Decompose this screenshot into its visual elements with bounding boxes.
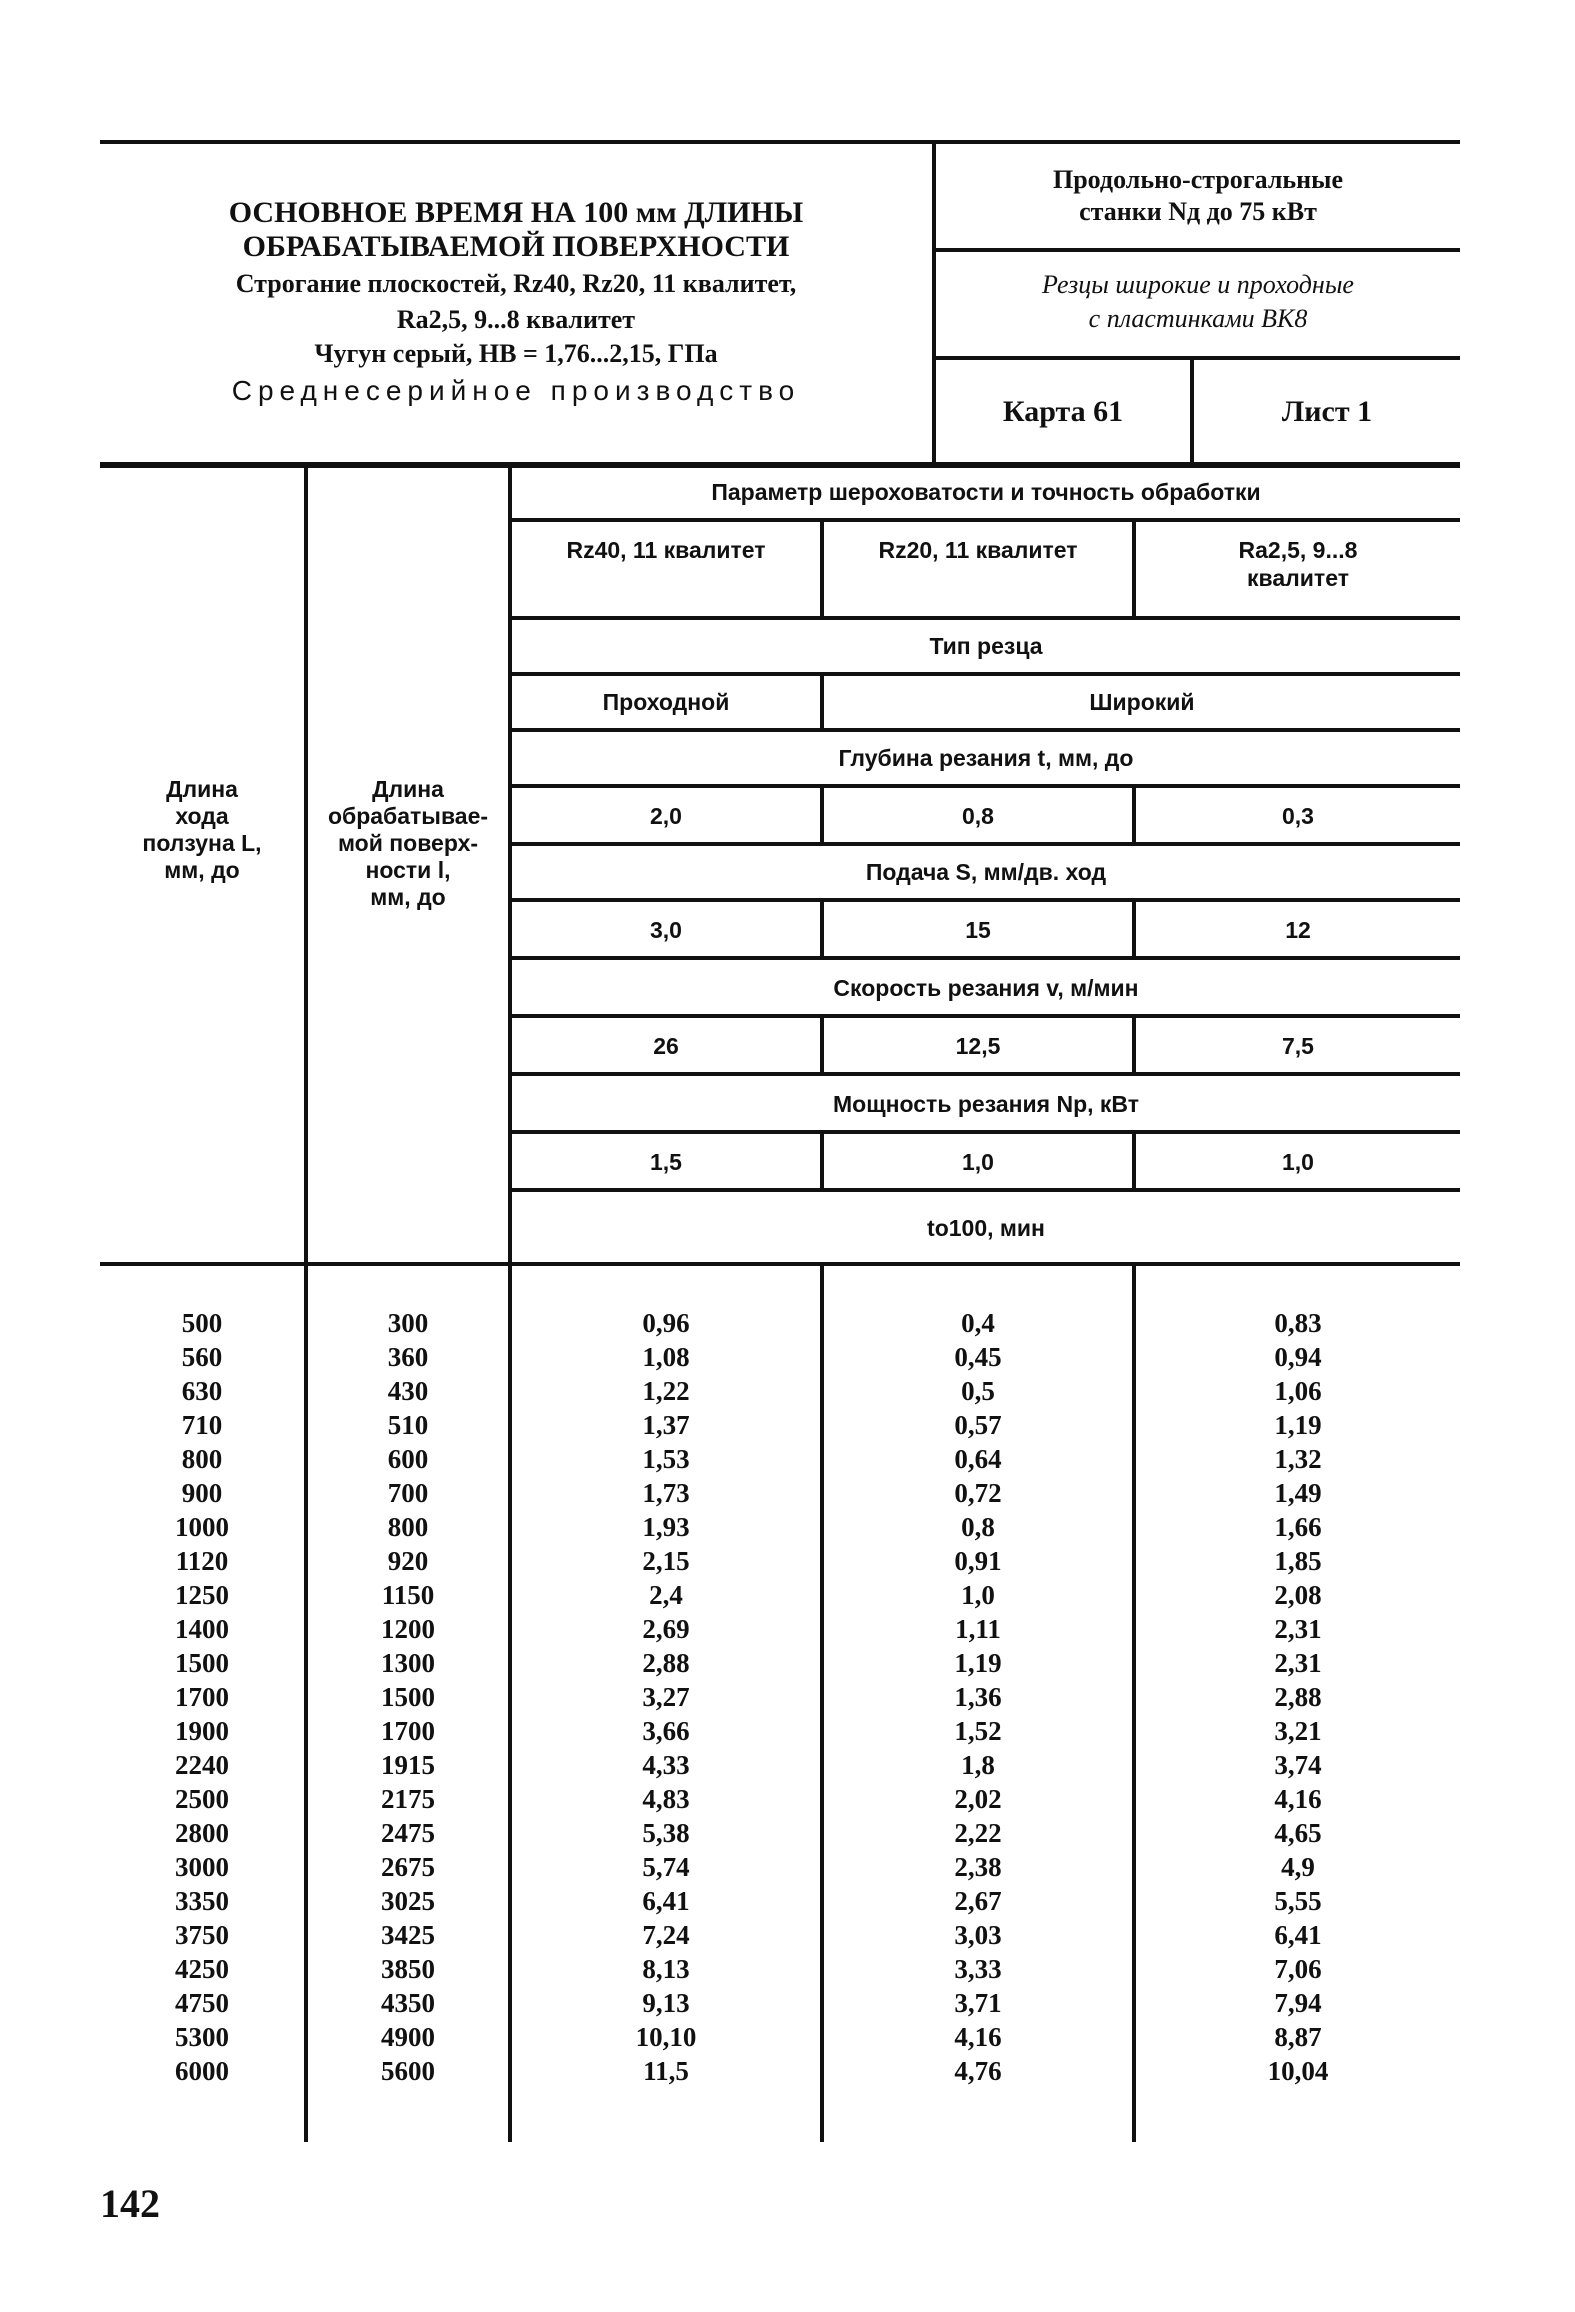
row-rz40-value: 3,66	[642, 1716, 690, 1746]
row-rz20-value: 2,67	[954, 1886, 1002, 1916]
row-L-value: 1700	[175, 1682, 229, 1712]
roughness-rz20: Rz20, 11 квалитет	[878, 537, 1078, 563]
row-l-value: 3850	[381, 1954, 435, 1984]
row-rz40-value: 4,83	[642, 1784, 690, 1814]
col-l-header-line: Длина	[372, 776, 444, 802]
feed-title: Подача S, мм/дв. ход	[865, 859, 1107, 885]
header-title-block	[100, 144, 936, 464]
power-value: 1,5	[650, 1149, 682, 1175]
speed-value: 12,5	[955, 1033, 1001, 1059]
row-ra25-value: 7,06	[1274, 1954, 1322, 1984]
col-divider-3a	[820, 518, 824, 620]
row-rz40-value: 11,5	[643, 2056, 689, 2086]
row-ra25-value: 1,06	[1274, 1376, 1322, 1406]
col-l-header-line: ности l,	[365, 857, 451, 883]
row-rz20-value: 3,33	[954, 1954, 1002, 1984]
row-l-value: 3025	[381, 1886, 435, 1916]
cutter-type-pass: Проходной	[602, 689, 730, 715]
row-rz20-value: 0,57	[954, 1410, 1002, 1440]
row-ra25-value: 6,41	[1274, 1920, 1322, 1950]
row-ra25-value: 0,94	[1274, 1342, 1322, 1372]
row-L-value: 2800	[175, 1818, 229, 1848]
row-L-value: 1000	[175, 1512, 229, 1542]
row-rz20-value: 1,11	[955, 1614, 1001, 1644]
row-l-value: 1700	[381, 1716, 435, 1746]
tools-line-2: с пластинками ВК8	[1088, 304, 1308, 333]
row-ra25-value: 2,08	[1274, 1580, 1322, 1610]
row-rz20-value: 4,16	[954, 2022, 1002, 2052]
depth-value: 0,3	[1282, 803, 1314, 829]
row-L-value: 6000	[175, 2056, 229, 2086]
roughness-rz40: Rz40, 11 квалитет	[566, 537, 766, 563]
card-number: Карта 61	[936, 360, 1194, 464]
row-ra25-value: 3,74	[1274, 1750, 1322, 1780]
row-rz20-value: 0,4	[961, 1308, 995, 1338]
row-L-value: 710	[181, 1410, 223, 1440]
row-line-1	[508, 518, 1460, 522]
power-value: 1,0	[1282, 1149, 1314, 1175]
speed-title: Скорость резания v, м/мин	[833, 975, 1139, 1001]
machine-cell	[936, 144, 1460, 252]
row-l-value: 1300	[381, 1648, 435, 1678]
col-L-header	[100, 776, 304, 884]
row-ra25-value: 0,83	[1274, 1308, 1322, 1338]
row-L-value: 3350	[175, 1886, 229, 1916]
depth-title: Глубина резания t, мм, до	[838, 745, 1134, 771]
column-rz40-values	[512, 1306, 820, 2088]
row-l-value: 3425	[381, 1920, 435, 1950]
row-ra25-value: 1,49	[1274, 1478, 1322, 1508]
row-l-value: 300	[387, 1308, 429, 1338]
row-rz20-value: 0,64	[954, 1444, 1002, 1474]
row-rz40-value: 4,33	[642, 1750, 690, 1780]
row-rz40-value: 1,93	[642, 1512, 690, 1542]
row-ra25-value: 3,21	[1274, 1716, 1322, 1746]
col-l-header	[308, 776, 508, 911]
row-l-value: 800	[387, 1512, 429, 1542]
row-L-value: 3000	[175, 1852, 229, 1882]
header-info-block	[936, 144, 1460, 464]
row-l-value: 2475	[381, 1818, 435, 1848]
row-rz40-value: 1,22	[642, 1376, 690, 1406]
col-l-header-line: мм, до	[370, 884, 446, 910]
row-line-10	[508, 1072, 1460, 1076]
subtitle-line-1: Строгание плоскостей, Rz40, Rz20, 11 квалитет,	[235, 269, 797, 298]
depth-value: 2,0	[650, 803, 682, 829]
row-L-value: 5300	[175, 2022, 229, 2052]
row-line-8	[508, 956, 1460, 960]
row-l-value: 430	[387, 1376, 429, 1406]
row-ra25-value: 2,88	[1274, 1682, 1322, 1712]
feed-value: 12	[1285, 917, 1311, 943]
tools-cell	[936, 252, 1460, 360]
roughness-ra25	[1136, 536, 1460, 592]
row-line-11	[508, 1130, 1460, 1134]
column-L-values	[100, 1306, 304, 2088]
row-L-value: 4750	[175, 1988, 229, 2018]
row-l-value: 2675	[381, 1852, 435, 1882]
row-ra25-value: 2,31	[1274, 1614, 1322, 1644]
row-rz20-value: 2,38	[954, 1852, 1002, 1882]
col-L-header-line: ползуна L,	[142, 830, 262, 856]
row-L-value: 1500	[175, 1648, 229, 1678]
row-rz20-value: 3,03	[954, 1920, 1002, 1950]
row-l-value: 1500	[381, 1682, 435, 1712]
row-ra25-value: 2,31	[1274, 1648, 1322, 1678]
row-ra25-value: 7,94	[1274, 1988, 1322, 2018]
row-l-value: 1200	[381, 1614, 435, 1644]
title-line-1: ОСНОВНОЕ ВРЕМЯ НА 100 мм ДЛИНЫ	[228, 196, 804, 229]
row-rz40-value: 5,74	[642, 1852, 690, 1882]
row-L-value: 500	[181, 1308, 223, 1338]
row-rz40-value: 1,53	[642, 1444, 690, 1474]
row-ra25-value: 4,16	[1274, 1784, 1322, 1814]
row-rz20-value: 2,22	[954, 1818, 1002, 1848]
speed-value: 26	[653, 1033, 679, 1059]
row-line-4	[508, 728, 1460, 732]
row-l-value: 1150	[381, 1580, 435, 1610]
title-line-2: ОБРАБАТЫВАЕМОЙ ПОВЕРХНОСТИ	[242, 230, 790, 263]
row-rz20-value: 0,5	[961, 1376, 995, 1406]
col-L-header-line: хода	[175, 803, 229, 829]
row-l-value: 4350	[381, 1988, 435, 2018]
machine-line-1: Продольно-строгальные	[1053, 165, 1343, 194]
depth-value: 0,8	[962, 803, 994, 829]
row-l-value: 2175	[381, 1784, 435, 1814]
column-l-values	[308, 1306, 508, 2088]
tools-line-1: Резцы широкие и проходные	[1042, 270, 1354, 299]
row-l-value: 920	[387, 1546, 429, 1576]
row-rz20-value: 3,71	[954, 1988, 1002, 2018]
row-rz40-value: 2,88	[642, 1648, 690, 1678]
row-l-value: 510	[387, 1410, 429, 1440]
row-rz40-value: 10,10	[635, 2022, 697, 2052]
row-l-value: 600	[387, 1444, 429, 1474]
feed-value: 15	[965, 917, 991, 943]
production-line: Среднесерийное производство	[231, 375, 801, 406]
row-L-value: 2240	[175, 1750, 229, 1780]
row-rz20-value: 1,19	[954, 1648, 1002, 1678]
row-rz40-value: 7,24	[642, 1920, 690, 1950]
row-l-value: 700	[387, 1478, 429, 1508]
row-rz20-value: 4,76	[954, 2056, 1002, 2086]
cutter-type-title: Тип резца	[929, 633, 1043, 659]
row-l-value: 5600	[381, 2056, 435, 2086]
row-l-value: 1915	[381, 1750, 435, 1780]
row-rz40-value: 1,37	[642, 1410, 690, 1440]
material-line: Чугун серый, НВ = 1,76...2,15, ГПа	[314, 339, 718, 368]
row-rz40-value: 3,27	[642, 1682, 690, 1712]
row-line-2	[508, 616, 1460, 620]
row-l-value: 360	[387, 1342, 429, 1372]
row-ra25-value: 5,55	[1274, 1886, 1322, 1916]
col-L-header-line: Длина	[166, 776, 238, 802]
page-number: 142	[100, 2181, 160, 2226]
row-rz40-value: 6,41	[642, 1886, 690, 1916]
row-L-value: 800	[181, 1444, 223, 1474]
row-rz40-value: 2,69	[642, 1614, 690, 1644]
row-rz40-value: 1,73	[642, 1478, 690, 1508]
row-rz20-value: 1,36	[954, 1682, 1002, 1712]
machine-line-2: станки Nд до 75 кВт	[1079, 197, 1317, 226]
row-rz20-value: 2,02	[954, 1784, 1002, 1814]
column-ra25-values	[1136, 1306, 1460, 2088]
row-L-value: 900	[181, 1478, 223, 1508]
sheet-number: Лист 1	[1281, 395, 1373, 428]
row-line-9	[508, 1014, 1460, 1018]
row-rz40-value: 9,13	[642, 1988, 690, 2018]
subtitle-line-2: Ra2,5, 9...8 квалитет	[396, 305, 636, 334]
time-title: tо100, мин	[927, 1215, 1045, 1241]
row-line-5	[508, 784, 1460, 788]
card-header	[100, 140, 1460, 468]
row-ra25-value: 8,87	[1274, 2022, 1322, 2052]
row-line-7	[508, 898, 1460, 902]
row-ra25-value: 4,9	[1281, 1852, 1315, 1882]
roughness-ra25-line-1: Ra2,5, 9...8	[1238, 537, 1358, 563]
row-rz40-value: 0,96	[642, 1308, 690, 1338]
row-L-value: 1250	[175, 1580, 229, 1610]
row-rz20-value: 0,72	[954, 1478, 1002, 1508]
row-line-6	[508, 842, 1460, 846]
row-ra25-value: 1,85	[1274, 1546, 1322, 1576]
row-L-value: 1900	[175, 1716, 229, 1746]
row-L-value: 3750	[175, 1920, 229, 1950]
time-table	[100, 462, 1460, 2142]
speed-value: 7,5	[1282, 1033, 1314, 1059]
row-line-3	[508, 672, 1460, 676]
row-rz40-value: 1,08	[642, 1342, 690, 1372]
row-rz40-value: 8,13	[642, 1954, 690, 1984]
row-L-value: 1120	[175, 1546, 229, 1576]
row-L-value: 560	[181, 1342, 223, 1372]
row-ra25-value: 4,65	[1274, 1818, 1322, 1848]
roughness-title: Параметр шероховатости и точность обработки	[711, 479, 1261, 505]
row-ra25-value: 10,04	[1267, 2056, 1329, 2086]
feed-value: 3,0	[650, 917, 682, 943]
row-rz20-value: 0,45	[954, 1342, 1002, 1372]
row-rz20-value: 1,8	[961, 1750, 995, 1780]
header-bottom-line	[100, 1262, 1460, 1266]
row-L-value: 2500	[175, 1784, 229, 1814]
row-l-value: 4900	[381, 2022, 435, 2052]
power-title: Мощность резания Nр, кВт	[833, 1091, 1139, 1117]
cutter-type-wide: Широкий	[1089, 689, 1195, 715]
row-rz20-value: 1,52	[954, 1716, 1002, 1746]
row-rz20-value: 0,8	[961, 1512, 995, 1542]
row-ra25-value: 1,66	[1274, 1512, 1322, 1542]
row-ra25-value: 1,19	[1274, 1410, 1322, 1440]
row-rz40-value: 5,38	[642, 1818, 690, 1848]
column-rz20-values	[824, 1306, 1132, 2088]
card-sheet-row	[936, 360, 1460, 464]
row-rz20-value: 0,91	[954, 1546, 1002, 1576]
row-ra25-value: 1,32	[1274, 1444, 1322, 1474]
row-rz20-value: 1,0	[961, 1580, 995, 1610]
row-L-value: 1400	[175, 1614, 229, 1644]
row-rz40-value: 2,4	[649, 1580, 683, 1610]
power-value: 1,0	[962, 1149, 994, 1175]
row-rz40-value: 2,15	[642, 1546, 690, 1576]
col-L-header-line: мм, до	[164, 857, 240, 883]
col-l-header-line: мой поверх-	[337, 830, 479, 856]
row-L-value: 4250	[175, 1954, 229, 1984]
col-l-header-line: обрабатывае-	[327, 803, 489, 829]
row-L-value: 630	[181, 1376, 223, 1406]
row-line-12	[508, 1188, 1460, 1192]
roughness-ra25-line-2: квалитет	[1247, 565, 1349, 591]
